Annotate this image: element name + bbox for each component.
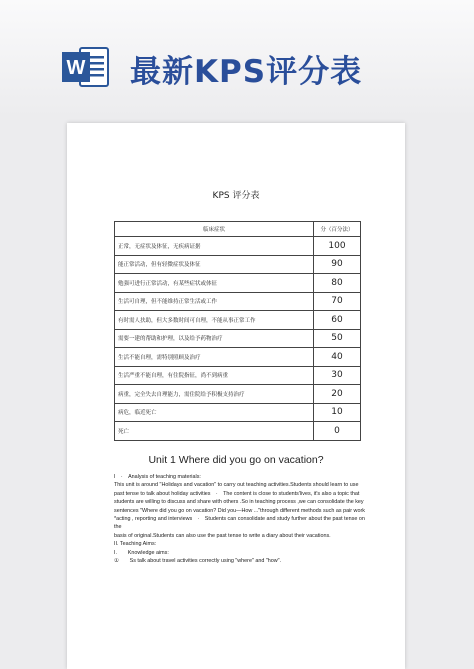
symptom-cell: 能正常活动，但有轻微症状及体征 <box>115 255 314 274</box>
score-column-header: 分（百分法） <box>314 222 361 237</box>
table-header-row <box>115 222 361 237</box>
text-line: sentences "Where did you go on vacation? Did you—How ..."through different methods such as pair work <box>114 507 365 514</box>
score-cell: 50 <box>314 329 361 348</box>
table-row <box>115 422 361 441</box>
score-cell: 60 <box>314 311 361 330</box>
symptom-cell: 病重，完全失去自理能力，需住院给予积极支持治疗 <box>115 385 314 404</box>
word-icon <box>62 44 110 90</box>
score-cell: 90 <box>314 255 361 274</box>
table-row <box>115 255 361 274</box>
text-line: ① Ss talk about travel activities correctly using "where" and "how". <box>114 558 282 565</box>
symptom-cell: 生活严重不能自理，有住院指征，尚不到病重 <box>115 366 314 385</box>
symptom-cell: 有时需人扶助，但大多数时间可自理，不能从事正常工作 <box>115 311 314 330</box>
table-row <box>115 274 361 293</box>
page-title: 最新KPS评分表 <box>130 54 363 90</box>
table-row <box>115 348 361 367</box>
score-cell: 30 <box>314 366 361 385</box>
body-text <box>114 473 372 565</box>
text-line: past tense to talk about holiday activities · The content is close to students'lives, it's also a topic that <box>114 490 360 497</box>
score-cell: 70 <box>314 292 361 311</box>
text-line: students are willing to discuss and share with others .So in teaching process ,we can consolidate the key <box>114 499 364 506</box>
score-cell: 20 <box>314 385 361 404</box>
table-row <box>115 329 361 348</box>
text-line: II. Teaching Aims: <box>114 541 157 548</box>
symptom-cell: 正常，无症状及体征，无疾病证据 <box>115 237 314 256</box>
text-line: *acting , reporting and interviews · Students can consolidate and study further about the past tense on the <box>114 516 365 531</box>
svg-text:W: W <box>66 57 86 79</box>
table-row <box>115 403 361 422</box>
text-line: I. Knowledge aims: <box>114 549 169 556</box>
symptom-cell: 生活可自理，但不能维持正常生活或工作 <box>115 292 314 311</box>
table-row <box>115 385 361 404</box>
score-cell: 100 <box>314 237 361 256</box>
symptom-cell: 勉强可进行正常活动，有某些症状或体征 <box>115 274 314 293</box>
score-cell: 40 <box>314 348 361 367</box>
text-line: This unit is around "Holidays and vacation" to carry out teaching activities.Students should learn to use <box>114 482 359 489</box>
symptom-column-header: 临床症状 <box>115 222 314 237</box>
score-cell: 10 <box>314 403 361 422</box>
page-header <box>0 0 474 118</box>
symptom-cell: 生活不能自理，需特别照顾及治疗 <box>115 348 314 367</box>
symptom-cell: 死亡 <box>115 422 314 441</box>
table-row <box>115 292 361 311</box>
score-cell: 0 <box>314 422 361 441</box>
kps-table <box>114 221 361 441</box>
document-page <box>67 123 405 669</box>
text-line: basis of original.Students can also use the past tense to write a diary about their vacations. <box>114 532 331 539</box>
unit-heading: Unit 1 Where did you go on vacation? <box>148 454 324 466</box>
table-row <box>115 237 361 256</box>
symptom-cell: 病危，临近死亡 <box>115 403 314 422</box>
text-line: I · Analysis of teaching materials: <box>114 474 201 480</box>
table-row <box>115 311 361 330</box>
table-row <box>115 366 361 385</box>
document-title: KPS 评分表 <box>212 191 260 201</box>
symptom-cell: 需要一建的帮助和护理，以及给予药物治疗 <box>115 329 314 348</box>
score-cell: 80 <box>314 274 361 293</box>
